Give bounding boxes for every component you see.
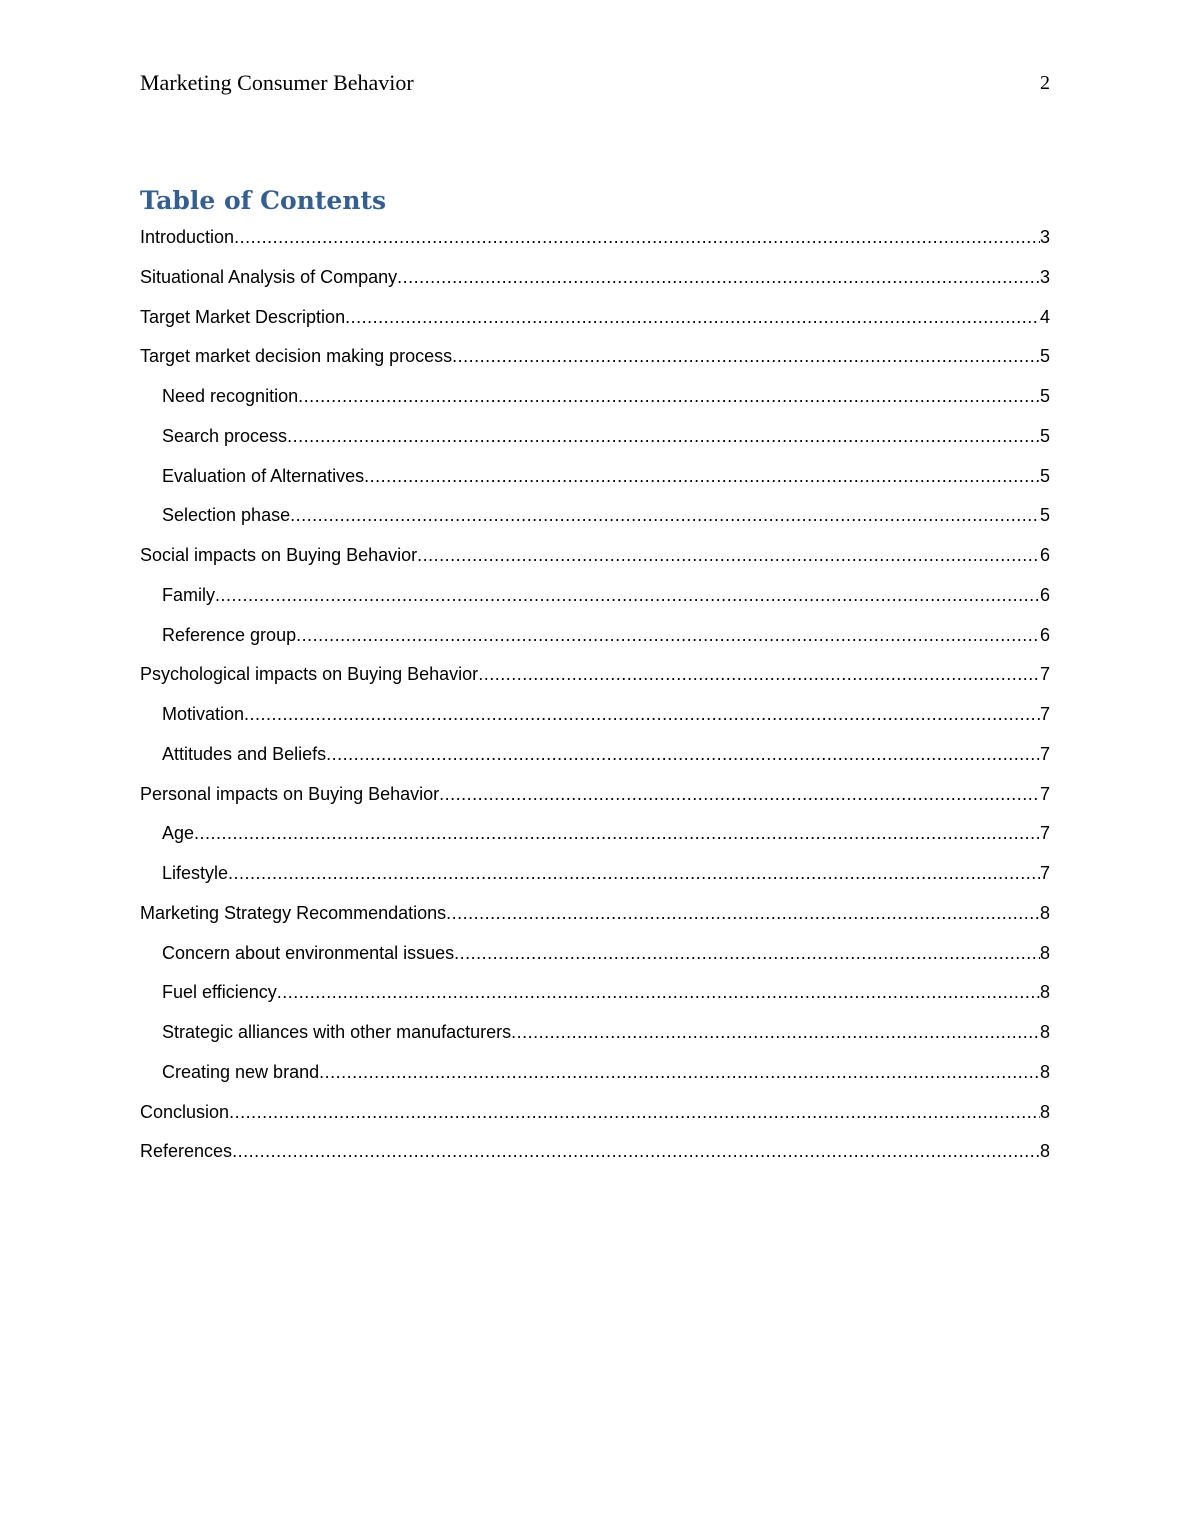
toc-entry-label: Attitudes and Beliefs: [162, 743, 327, 764]
toc-entry-page: 7: [1039, 783, 1050, 804]
dot-leader: [446, 898, 1040, 928]
toc-entry-page: 4: [1039, 306, 1050, 327]
toc-entry-page: 5: [1039, 505, 1050, 526]
page-number: 2: [1040, 72, 1050, 94]
toc-title: Table of Contents: [140, 186, 387, 215]
toc-entry-label: Fuel efficiency: [162, 982, 277, 1003]
toc-entry-situational-analysis[interactable]: [140, 262, 1050, 302]
toc-entry-page: 8: [1039, 1061, 1050, 1082]
dot-leader: [287, 421, 1040, 451]
toc-entry-page: 7: [1039, 664, 1050, 685]
toc-entry-label: References: [140, 1141, 233, 1162]
toc-entry-social-impacts[interactable]: [140, 540, 1050, 580]
toc-entry-page: 8: [1039, 1101, 1050, 1122]
toc-entry-label: Conclusion: [140, 1101, 230, 1122]
dot-leader: [478, 659, 1040, 689]
dot-leader: [364, 461, 1040, 491]
toc-entry-label: Family: [162, 584, 215, 605]
dot-leader: [439, 779, 1040, 809]
dot-leader: [296, 620, 1040, 650]
toc-entry-lifestyle[interactable]: [140, 858, 1050, 898]
toc-entry-label: Target market decision making process: [140, 346, 453, 367]
toc-entry-label: Marketing Strategy Recommendations: [140, 902, 447, 923]
dot-leader: [319, 1057, 1040, 1087]
toc-entry-page: 5: [1039, 386, 1050, 406]
toc-entry-introduction[interactable]: [140, 222, 1050, 262]
dot-leader: [234, 222, 1040, 252]
dot-leader: [229, 1097, 1040, 1127]
toc-entry-page: 8: [1039, 1022, 1050, 1042]
toc-entry-label: Introduction: [140, 227, 235, 247]
toc-entry-references[interactable]: [140, 1136, 1050, 1176]
toc-entry-label: Age: [162, 823, 195, 844]
toc-entry-page: 5: [1039, 425, 1050, 446]
dot-leader: [244, 699, 1040, 729]
toc-entry-label: Selection phase: [162, 505, 291, 526]
toc-entry-page: 6: [1039, 624, 1050, 645]
toc-entry-search-process[interactable]: [140, 421, 1050, 461]
toc-entry-family[interactable]: [140, 580, 1050, 620]
dot-leader: [417, 540, 1040, 570]
toc-entry-marketing-strategy[interactable]: [140, 898, 1050, 938]
toc-entry-reference-group[interactable]: [140, 620, 1050, 660]
toc-entry-label: Situational Analysis of Company: [140, 266, 398, 287]
dot-leader: [397, 262, 1040, 292]
dot-leader: [228, 858, 1040, 888]
toc-entry-page: 8: [1039, 902, 1050, 923]
toc-entry-page: 8: [1039, 1141, 1050, 1162]
dot-leader: [511, 1017, 1040, 1047]
toc-entry-label: Personal impacts on Buying Behavior: [140, 783, 440, 804]
dot-leader: [345, 302, 1040, 332]
dot-leader: [277, 977, 1040, 1007]
toc-entry-environmental-issues[interactable]: [140, 938, 1050, 978]
running-header-title: Marketing Consumer Behavior: [140, 70, 414, 95]
toc-entry-page: 8: [1039, 942, 1050, 963]
toc-entry-age[interactable]: [140, 818, 1050, 858]
toc-entry-need-recognition[interactable]: [140, 381, 1050, 421]
dot-leader: [454, 938, 1040, 968]
toc-entry-label: Reference group: [162, 624, 297, 645]
toc-entry-personal-impacts[interactable]: [140, 779, 1050, 819]
dot-leader: [298, 381, 1040, 411]
toc-entry-decision-making-process[interactable]: [140, 341, 1050, 381]
toc-entry-selection-phase[interactable]: [140, 500, 1050, 540]
toc-entry-page: 6: [1039, 545, 1050, 565]
toc-entry-attitudes-and-beliefs[interactable]: [140, 739, 1050, 779]
toc-entry-page: 7: [1039, 863, 1050, 883]
toc-entry-target-market-description[interactable]: [140, 302, 1050, 342]
toc-entry-motivation[interactable]: [140, 699, 1050, 739]
dot-leader: [194, 818, 1040, 848]
toc-entry-conclusion[interactable]: [140, 1097, 1050, 1137]
toc-entry-page: 3: [1039, 227, 1050, 247]
toc-entry-label: Psychological impacts on Buying Behavior: [140, 664, 479, 685]
dot-leader: [215, 580, 1040, 610]
dot-leader: [326, 739, 1040, 769]
toc-entry-fuel-efficiency[interactable]: [140, 977, 1050, 1017]
toc-entry-page: 6: [1039, 584, 1050, 605]
toc-entry-label: Motivation: [162, 704, 245, 724]
dot-leader: [232, 1136, 1040, 1166]
table-of-contents: [140, 222, 1050, 1176]
toc-entry-label: Search process: [162, 425, 288, 446]
toc-entry-label: Lifestyle: [162, 863, 229, 883]
toc-entry-creating-new-brand[interactable]: [140, 1057, 1050, 1097]
toc-entry-label: Target Market Description: [140, 306, 346, 327]
toc-entry-label: Evaluation of Alternatives: [162, 465, 365, 486]
toc-entry-page: 3: [1039, 266, 1050, 287]
toc-entry-strategic-alliances[interactable]: [140, 1017, 1050, 1057]
toc-entry-page: 7: [1039, 704, 1050, 724]
dot-leader: [290, 500, 1040, 530]
toc-entry-page: 7: [1039, 743, 1050, 764]
dot-leader: [452, 341, 1040, 371]
toc-entry-page: 7: [1039, 823, 1050, 844]
toc-entry-label: Strategic alliances with other manufacturers: [162, 1022, 512, 1042]
toc-entry-label: Concern about environmental issues: [162, 942, 455, 963]
toc-entry-page: 5: [1039, 346, 1050, 367]
toc-entry-label: Creating new brand: [162, 1061, 320, 1082]
toc-entry-label: Social impacts on Buying Behavior: [140, 545, 418, 565]
toc-entry-page: 8: [1039, 982, 1050, 1003]
toc-entry-page: 5: [1039, 465, 1050, 486]
toc-entry-psychological-impacts[interactable]: [140, 659, 1050, 699]
toc-entry-label: Need recognition: [162, 386, 299, 406]
toc-entry-evaluation-of-alternatives[interactable]: [140, 461, 1050, 501]
